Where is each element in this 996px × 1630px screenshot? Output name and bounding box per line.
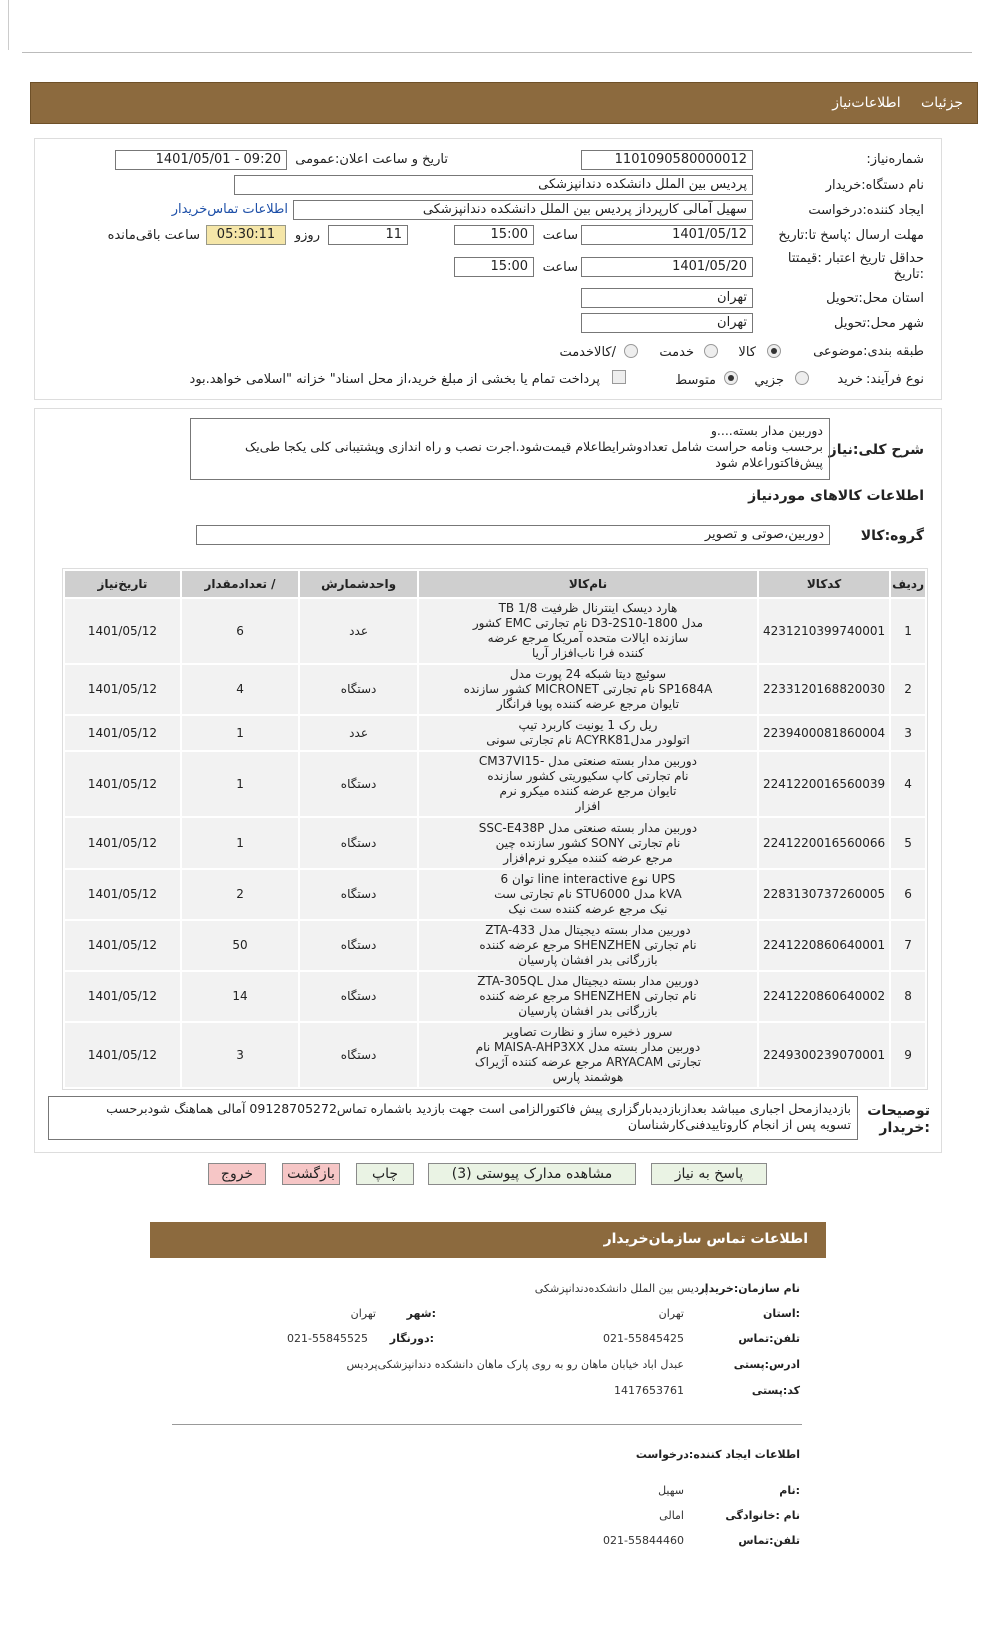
table-row bbox=[65, 665, 925, 714]
category-both-radio[interactable] bbox=[624, 344, 638, 358]
cell-row: 7 bbox=[891, 921, 925, 970]
deadline-date-field: 1401/05/12 bbox=[581, 225, 753, 245]
top-divider bbox=[22, 52, 972, 53]
cell-code: 2241220016560039 bbox=[759, 752, 889, 816]
creator-name-label: :نام bbox=[779, 1484, 800, 1497]
creator-label: ایجاد کننده:درخواست bbox=[808, 203, 924, 218]
address-label: ادرس:پستی bbox=[733, 1358, 800, 1371]
cell-name bbox=[419, 972, 757, 1021]
org-label: نام سازمان:خریدار bbox=[698, 1282, 800, 1295]
validity-label-2: :تاریخ bbox=[893, 267, 924, 282]
cell-code: 2241220016560066 bbox=[759, 818, 889, 868]
cell-qty: 1 bbox=[182, 716, 298, 750]
cell-row: 5 bbox=[891, 818, 925, 868]
process-medium-radio[interactable] bbox=[724, 371, 738, 385]
cell-row: 1 bbox=[891, 599, 925, 663]
validity-label-1: حداقل تاریخ اعتبار :قیمتتا bbox=[787, 251, 924, 266]
province-label: استان محل:تحویل bbox=[826, 291, 924, 306]
table-row bbox=[65, 1023, 925, 1087]
city-contact-label: :شهر bbox=[406, 1307, 436, 1320]
cell-code: 4231210399740001 bbox=[759, 599, 889, 663]
cell-row: 8 bbox=[891, 972, 925, 1021]
item-name-line: بازرگانی بدر افشان پارسیان bbox=[518, 1004, 658, 1018]
item-name-line: تجارتی ARYACAM مرجع عرضه کننده آژیراک bbox=[474, 1055, 701, 1069]
cell-unit: دستگاه bbox=[300, 870, 417, 919]
cell-name bbox=[419, 870, 757, 919]
item-name-line: کننده فرا ناب‌افزار آریا bbox=[532, 646, 644, 660]
item-name-line: دوربین مدار بسته دیجیتال مدل ZTA-433 bbox=[485, 923, 691, 937]
summary-box bbox=[190, 418, 830, 480]
cell-unit: دستگاه bbox=[300, 818, 417, 868]
creator-name-value: سهیل bbox=[658, 1484, 684, 1497]
cell-qty: 1 bbox=[182, 818, 298, 868]
item-name-line: سرور ذخیره ساز و نظارت تصاویر bbox=[503, 1025, 673, 1039]
table-row bbox=[65, 599, 925, 663]
days-field: 11 bbox=[328, 225, 408, 245]
item-name-line: بازرگانی بدر افشان پارسیان bbox=[518, 953, 658, 967]
cell-row: 3 bbox=[891, 716, 925, 750]
city-contact-value: تهران bbox=[350, 1307, 376, 1320]
exit-button[interactable]: خروج bbox=[208, 1163, 266, 1185]
process-partial-label: جزیي bbox=[754, 373, 784, 388]
process-buy-label: خرید bbox=[837, 372, 863, 387]
table-row bbox=[65, 921, 925, 970]
item-name-line: نام تجارتی کاپ سکیوریتی کشور سازنده bbox=[487, 769, 689, 783]
col-unit: واحدشمارش bbox=[300, 571, 417, 597]
print-button[interactable]: چاپ bbox=[356, 1163, 414, 1185]
cell-unit: دستگاه bbox=[300, 665, 417, 714]
item-name-line: ریل رک 1 یونیت کاربرد تیپ bbox=[518, 718, 658, 732]
table-row bbox=[65, 716, 925, 750]
item-name-line: مرجع عرضه کننده میکرو نرم‌افزار bbox=[503, 850, 673, 865]
cell-name bbox=[419, 1023, 757, 1087]
item-name-line: هوشمند پارس bbox=[552, 1070, 624, 1084]
city-field: تهران bbox=[581, 313, 753, 333]
province-field: تهران bbox=[581, 288, 753, 308]
back-button[interactable]: بازگشت bbox=[282, 1163, 340, 1185]
buyer-field: پردیس بین الملل دانشکده دندانپزشکی bbox=[234, 175, 753, 195]
buyer-notes-line-1: بازدیدازمحل اجباری میباشد بعدازبازدیدبارگزاری پیش فاکتورالزامی است جهت بازدید باشماره تماس09128705272 آمالی هماهنگ شودبرحسب bbox=[106, 1101, 851, 1116]
buyer-contact-link[interactable]: اطلاعات تماس‌خریدار bbox=[171, 202, 288, 217]
col-name: نام‌کالا bbox=[419, 571, 757, 597]
cell-qty: 14 bbox=[182, 972, 298, 1021]
table-row bbox=[65, 870, 925, 919]
cell-date: 1401/05/12 bbox=[65, 599, 180, 663]
item-name-line: دوربین مدار بسته مدل MAISA-AHP3XX نام bbox=[475, 1040, 701, 1054]
cell-code: 2241220860640001 bbox=[759, 921, 889, 970]
buyer-label: نام دستگاه:خریدار bbox=[825, 178, 924, 193]
items-table bbox=[62, 568, 928, 1090]
cell-code: 2241220860640002 bbox=[759, 972, 889, 1021]
item-name-line: دوربین مدار بسته صنعتی مدل SSC-E438P bbox=[478, 820, 698, 835]
cell-name bbox=[419, 665, 757, 714]
buyer-notes-box bbox=[48, 1096, 858, 1140]
process-label: نوع فرآیند: bbox=[866, 372, 924, 387]
col-date: تاریخ‌نیاز bbox=[65, 571, 180, 597]
item-name-line: اتولودر مدلACYRK81 نام تجارتی سونی bbox=[486, 733, 690, 747]
deadline-time-label: ساعت bbox=[542, 228, 578, 243]
item-name-line: افزار bbox=[575, 799, 601, 813]
item-name-line: دوربین مدار بسته صنعتی مدل -CM37VI15 bbox=[478, 754, 697, 768]
creator-phone-value: 021-55844460 bbox=[603, 1534, 684, 1547]
buyer-notes-label-1: توصیحات bbox=[867, 1103, 930, 1119]
tab-need-info[interactable]: اطلاعات‌نیاز bbox=[832, 95, 901, 111]
items-table-header bbox=[65, 571, 925, 597]
cell-row: 6 bbox=[891, 870, 925, 919]
cell-name bbox=[419, 818, 757, 868]
cell-date: 1401/05/12 bbox=[65, 752, 180, 816]
table-row bbox=[65, 818, 925, 868]
cell-date: 1401/05/12 bbox=[65, 1023, 180, 1087]
cell-unit: دستگاه bbox=[300, 972, 417, 1021]
announce-label: تاریخ و ساعت اعلان:عمومی bbox=[295, 152, 448, 167]
cell-unit: عدد bbox=[300, 599, 417, 663]
contact-divider bbox=[172, 1424, 802, 1425]
need-number-field: 1101090580000012 bbox=[581, 150, 753, 170]
cell-date: 1401/05/12 bbox=[65, 870, 180, 919]
table-row bbox=[65, 752, 925, 816]
reply-button[interactable]: پاسخ به نیاز bbox=[651, 1163, 767, 1185]
cell-row: 9 bbox=[891, 1023, 925, 1087]
contact-header-bar bbox=[150, 1222, 826, 1258]
days-label: روزو bbox=[294, 228, 320, 243]
summary-line-1: دوربین مدار بسته....و bbox=[710, 423, 823, 438]
remaining-label: ساعت باقی‌مانده bbox=[107, 228, 200, 243]
validity-time-field: 15:00 bbox=[454, 257, 534, 277]
cell-name bbox=[419, 599, 757, 663]
contact-title: اطلاعات تماس سازمان‌خریدار bbox=[603, 1231, 808, 1247]
item-name-line: SP1684A نام تجارتی MICRONET کشور سازنده bbox=[463, 682, 713, 696]
deadline-time-field: 15:00 bbox=[454, 225, 534, 245]
item-name-line: UPS نوع line interactive توان 6 bbox=[500, 872, 676, 886]
item-name-line: دوربین مدار بسته دیجیتال مدل ZTA-305QL bbox=[477, 974, 699, 988]
creator-field: سهیل آمالی کارپرداز پردیس بین الملل دانشکده دندانپزشکی bbox=[293, 200, 753, 220]
remaining-time-field: 05:30:11 bbox=[206, 225, 286, 245]
cell-unit: دستگاه bbox=[300, 1023, 417, 1087]
fax-value: 021-55845525 bbox=[287, 1332, 368, 1345]
tab-details[interactable]: جزئیات bbox=[921, 95, 963, 111]
cell-code: 2233120168820030 bbox=[759, 665, 889, 714]
cell-name bbox=[419, 921, 757, 970]
cell-date: 1401/05/12 bbox=[65, 716, 180, 750]
item-name-line: نام تجارتی SHENZHEN مرجع عرضه کننده bbox=[479, 989, 697, 1003]
category-goods-label: کالا bbox=[738, 345, 756, 360]
fax-label: :دورنگار bbox=[389, 1332, 434, 1345]
category-service-label: خدمت bbox=[659, 345, 694, 360]
cell-unit: دستگاه bbox=[300, 921, 417, 970]
item-name-line: سازنده ایالات متحده آمریکا مرجع عرضه bbox=[487, 631, 689, 645]
cell-qty: 2 bbox=[182, 870, 298, 919]
col-qty: / تعدادمقدار bbox=[182, 571, 298, 597]
need-number-label: شماره‌نیاز: bbox=[866, 152, 924, 167]
creator-info-title: اطلاعات ایجاد کننده:درخواست bbox=[635, 1448, 800, 1461]
header-bar bbox=[30, 82, 978, 124]
goods-group-label: گروه:کالا bbox=[860, 528, 924, 544]
item-name-line: مدل D3-2S10-1800 نام تجارتی EMC کشور bbox=[472, 616, 704, 630]
validity-date-field: 1401/05/20 bbox=[581, 257, 753, 277]
creator-family-label: نام :خانوادگی bbox=[725, 1509, 800, 1522]
summary-line-3: پیش‌فاکتوراعلام شود bbox=[715, 455, 823, 470]
header-tabs bbox=[816, 95, 963, 111]
cell-row: 2 bbox=[891, 665, 925, 714]
postal-value: 1417653761 bbox=[614, 1384, 684, 1397]
cell-code: 2239400081860004 bbox=[759, 716, 889, 750]
postal-label: کد:پستی bbox=[751, 1384, 800, 1397]
buyer-notes-line-2: تسویه پس از انجام کاروتاییدفنی‌کارشناسان bbox=[627, 1117, 851, 1132]
treasury-payment-checkbox[interactable] bbox=[612, 370, 626, 384]
creator-family-value: امالی bbox=[659, 1509, 684, 1522]
phone-value: 021-55845425 bbox=[603, 1332, 684, 1345]
buyer-notes-label-2: :خریدار bbox=[879, 1120, 930, 1136]
cell-date: 1401/05/12 bbox=[65, 972, 180, 1021]
item-name-line: سوئیچ دیتا شبکه 24 پورت مدل bbox=[509, 667, 667, 681]
page-border-line bbox=[8, 0, 9, 50]
table-row bbox=[65, 972, 925, 1021]
cell-name bbox=[419, 716, 757, 750]
col-code: کدکالا bbox=[759, 571, 889, 597]
process-partial-radio[interactable] bbox=[795, 371, 809, 385]
col-row: ردیف bbox=[891, 571, 925, 597]
attachments-button[interactable]: مشاهده مدارک پیوستی (3) bbox=[428, 1163, 636, 1185]
category-goods-radio[interactable] bbox=[767, 344, 781, 358]
cell-date: 1401/05/12 bbox=[65, 921, 180, 970]
cell-qty: 4 bbox=[182, 665, 298, 714]
item-name-line: نام تجارتی SONY کشور سازنده چین bbox=[495, 835, 681, 850]
cell-code: 2283130737260005 bbox=[759, 870, 889, 919]
item-name-line: تایوان مرجع عرضه کننده پویا فرانگار bbox=[496, 697, 680, 711]
goods-group-field: دوربین،صوتی و تصویر bbox=[196, 525, 830, 545]
summary-label: شرح کلی:نیاز bbox=[828, 442, 924, 458]
item-name-line: تایوان مرجع عرضه کننده میکرو نرم bbox=[499, 784, 677, 798]
cell-qty: 50 bbox=[182, 921, 298, 970]
process-medium-label: متوسط bbox=[675, 373, 716, 388]
org-value: پردیس بین الملل دانشکده‌دندانپزشکی bbox=[534, 1282, 708, 1295]
city-label: شهر محل:تحویل bbox=[834, 316, 924, 331]
validity-time-label: ساعت bbox=[542, 260, 578, 275]
category-label: طبقه بندی:موضوعی bbox=[813, 344, 924, 359]
address-value: عبدل اباد خیابان ماهان رو به روی پارک ماهان دانشکده دندانپزشکی‌پردیس bbox=[346, 1358, 684, 1371]
province-contact-value: تهران bbox=[658, 1307, 684, 1320]
cell-row: 4 bbox=[891, 752, 925, 816]
item-name-line: نام تجارتی SHENZHEN مرجع عرضه کننده bbox=[479, 938, 697, 952]
summary-line-2: برحسب ونامه حراست شامل تعدادوشرایطاعلام قیمت‌شود.اجرت نصب و راه اندازی وپشتیبانی کلی یکجا طی‌یک bbox=[245, 439, 823, 454]
treasury-payment-text: پرداخت تمام یا بخشی از مبلغ خرید،از محل اسناد" خزانه "اسلامی خواهد.بود bbox=[189, 372, 600, 387]
cell-qty: 6 bbox=[182, 599, 298, 663]
cell-unit: عدد bbox=[300, 716, 417, 750]
announce-field: 1401/05/01 - 09:20 bbox=[115, 150, 287, 170]
cell-qty: 3 bbox=[182, 1023, 298, 1087]
cell-qty: 1 bbox=[182, 752, 298, 816]
phone-label: تلفن:تماس bbox=[738, 1332, 800, 1345]
items-table-body bbox=[65, 599, 925, 1087]
cell-code: 2249300239070001 bbox=[759, 1023, 889, 1087]
item-name-line: هارد دیسک اینترنال ظرفیت 1/8 TB bbox=[498, 601, 678, 615]
goods-section-title: اطلاعات کالاهای موردنیاز bbox=[748, 488, 924, 504]
province-contact-label: :استان bbox=[763, 1307, 800, 1320]
cell-date: 1401/05/12 bbox=[65, 818, 180, 868]
category-service-radio[interactable] bbox=[704, 344, 718, 358]
creator-phone-label: تلفن:تماس bbox=[738, 1534, 800, 1547]
item-name-line: نیک مرجع عرضه کننده ست نیک bbox=[508, 902, 668, 916]
item-name-line: kVA مدل STU6000 نام تجارتی ست bbox=[494, 887, 682, 901]
category-both-label: /کالاخدمت bbox=[559, 345, 616, 360]
cell-date: 1401/05/12 bbox=[65, 665, 180, 714]
deadline-label: مهلت ارسال :پاسخ تا:تاریخ bbox=[778, 228, 924, 243]
cell-name bbox=[419, 752, 757, 816]
cell-unit: دستگاه bbox=[300, 752, 417, 816]
